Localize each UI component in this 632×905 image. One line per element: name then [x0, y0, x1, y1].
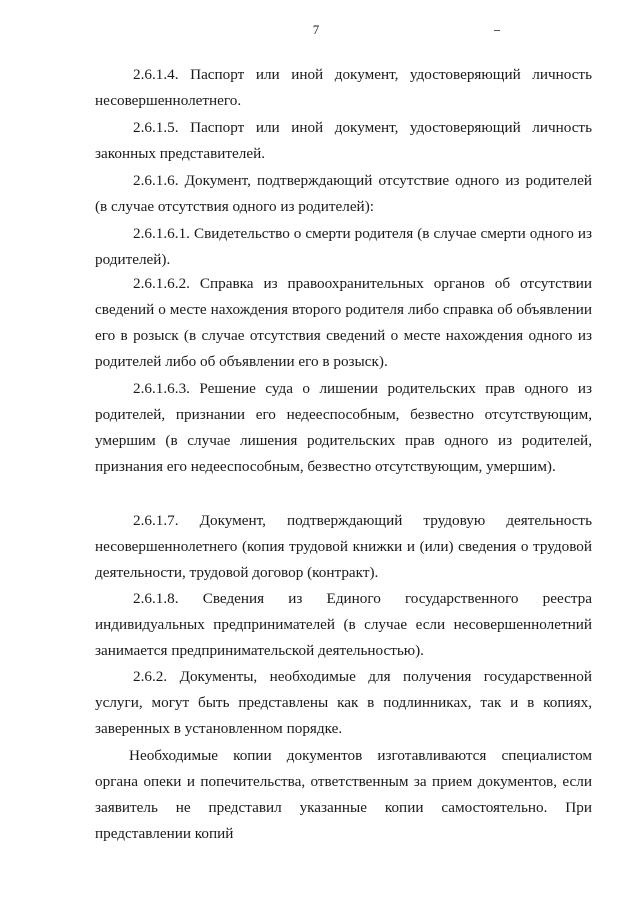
paragraph-2-6-1-5: 2.6.1.5. Паспорт или иной документ, удостоверяющий личность законных представителей. [95, 119, 592, 162]
paragraph-2-6-1-6-2: 2.6.1.6.2. Справка из правоохранительных органов об отсутствии сведений о месте нахождения второго родителя либо справка об объявлении его в розыск (в случае отсутствия сведений о месте нахождения одного из родителей либо об объявлении его в розыск). [95, 275, 592, 370]
page-number: 7 [312, 22, 320, 37]
paragraph-2-6-1-6-1: 2.6.1.6.1. Свидетельство о смерти родителя (в случае смерти одного из родителей). [95, 225, 592, 268]
paragraph-2-6-1-8: 2.6.1.8. Сведения из Единого государственного реестра индивидуальных предпринимателей (в случае если несовершеннолетний занимается предпринимательской деятельностью). [95, 590, 592, 659]
paragraph-copies: Необходимые копии документов изготавливаются специалистом органа опеки и попечительства, ответственным за прием документов, если заявитель не представил указанные копии самостоятельно. При представлении копий [95, 747, 592, 842]
paragraph-2-6-1-6-3: 2.6.1.6.3. Решение суда о лишении родительских прав одного из родителей, признании его недееспособным, безвестно отсутствующим, умершим (в случае лишения родительских прав одного из родителей, признания его недееспособным, безвестно отсутствующим, умершим). [95, 380, 592, 475]
paragraph-2-6-1-7: 2.6.1.7. Документ, подтверждающий трудовую деятельность несовершеннолетнего (копия трудовой книжки и (или) сведения о трудовой деятельности, трудовой договор (контракт). [95, 512, 592, 581]
paragraph-2-6-1-4: 2.6.1.4. Паспорт или иной документ, удостоверяющий личность несовершеннолетнего. [95, 66, 592, 109]
paragraph-2-6-2: 2.6.2. Документы, необходимые для получения государственной услуги, могут быть представлены как в подлинниках, так и в копиях, заверенных в установленном порядке. [95, 668, 592, 737]
scan-mark [494, 30, 500, 31]
paragraph-2-6-1-6: 2.6.1.6. Документ, подтверждающий отсутствие одного из родителей (в случае отсутствия одного из родителей): [95, 172, 592, 215]
